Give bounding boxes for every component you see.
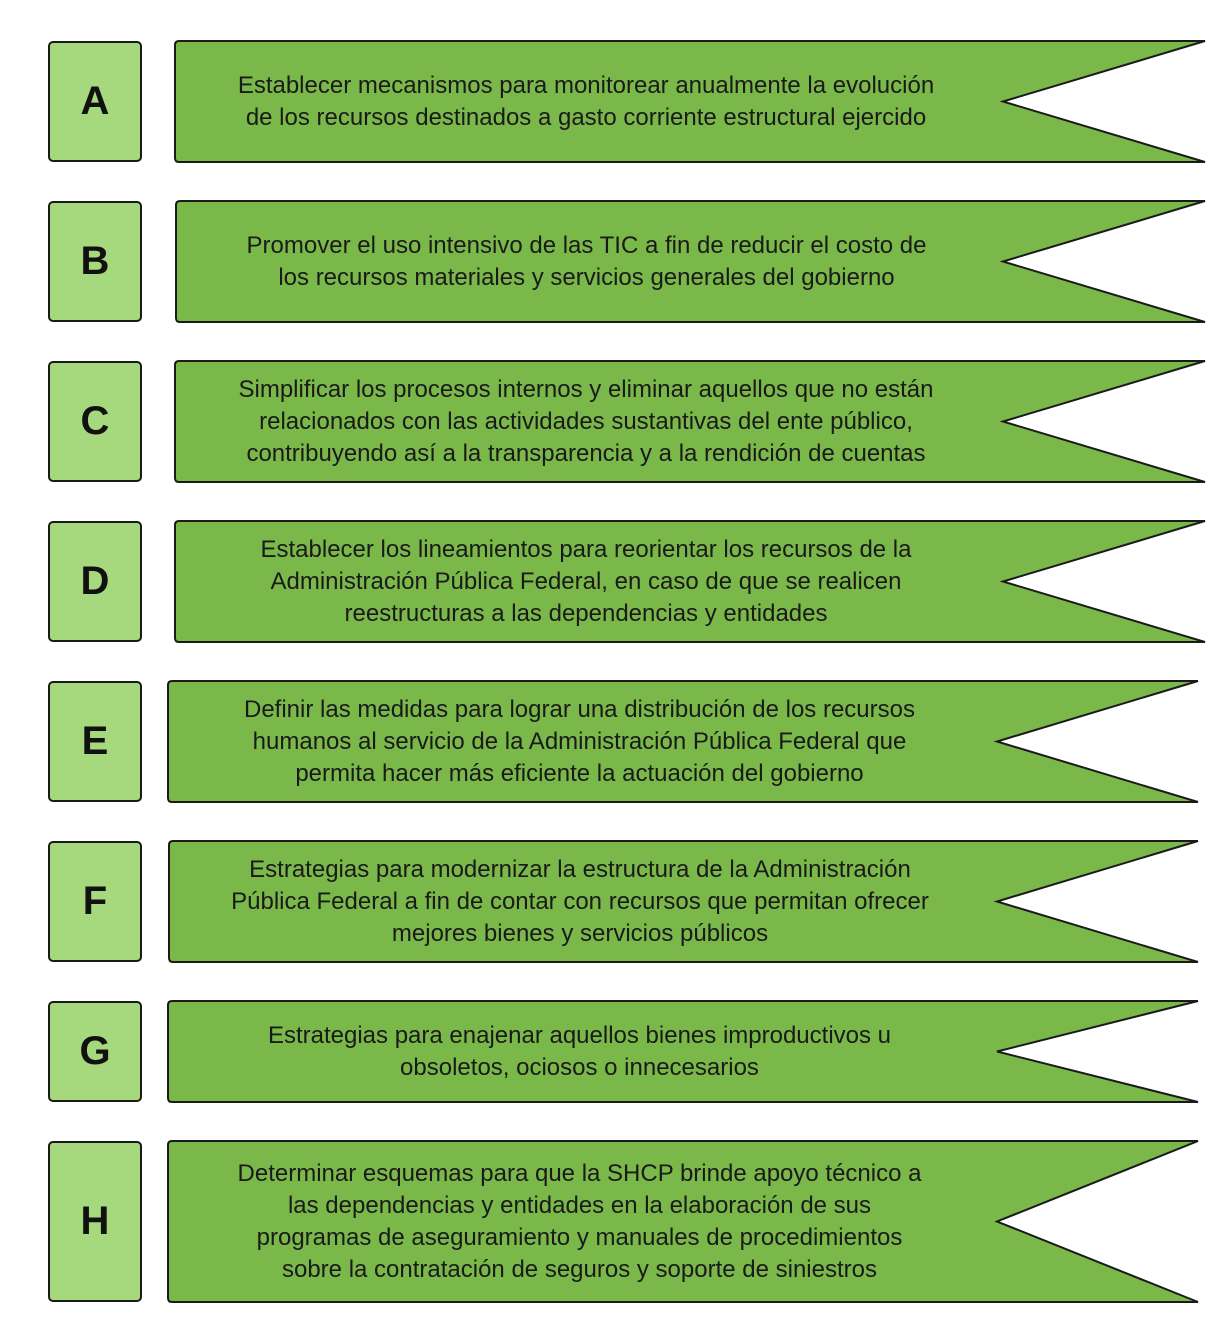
banner-text-line: Establecer mecanismos para monitorear anualmente la evolución (237, 71, 935, 99)
letter-box-d: D (48, 521, 142, 642)
banner-text-lines (238, 70, 934, 134)
banner-text-line: obsoletos, ociosos o innecesarios (400, 1053, 759, 1081)
letter-box-e: E (48, 681, 142, 802)
item-row-d (0, 521, 1224, 642)
banner-text-lines (261, 534, 912, 630)
banner-text-line: contribuyendo así a la transparencia y a la rendición de cuentas (246, 439, 926, 467)
banner-text-lines (244, 694, 915, 790)
banner-text-lines (268, 1020, 891, 1084)
banner-text-line: permita hacer más eficiente la actuación del gobierno (295, 759, 864, 787)
banner-text-line: Simplificar los procesos internos y eliminar aquellos que no están (238, 375, 934, 403)
banner-text-line: Estrategias para modernizar la estructura de la Administración (249, 855, 911, 883)
banner-text-line: reestructuras a las dependencias y entidades (344, 599, 828, 627)
letter-box-c: C (48, 361, 142, 482)
banner-text-b (176, 201, 997, 322)
banner-text-line: Administración Pública Federal, en caso de que se realicen (270, 567, 902, 595)
banner-text-lines (247, 230, 927, 294)
banner-text-line: Pública Federal a fin de contar con recursos que permitan ofrecer (231, 887, 929, 915)
letter-box-f: F (48, 841, 142, 962)
banner-text-e (168, 681, 991, 802)
banner-text-line: Estrategias para enajenar aquellos bienes improductivos u (267, 1021, 892, 1049)
banner-text-line: los recursos materiales y servicios generales del gobierno (278, 263, 895, 291)
banner-text-line: las dependencias y entidades en la elaboración de sus (287, 1191, 872, 1219)
banner-text-line: mejores bienes y servicios públicos (391, 919, 769, 947)
banner-text-f (169, 841, 991, 962)
banner-text-c (175, 361, 997, 482)
letter-box-a: A (48, 41, 142, 162)
banner-text-line: relacionados con las actividades sustantivas del ente público, (259, 407, 913, 435)
banner-text-a (175, 41, 997, 162)
item-row-b (0, 201, 1224, 322)
item-row-a (0, 41, 1224, 162)
item-row-g (0, 1001, 1224, 1102)
letter-box-h: H (48, 1141, 142, 1302)
banner-text-d (175, 521, 997, 642)
letter-box-g: G (48, 1001, 142, 1102)
banner-text-line: Establecer los lineamientos para reorientar los recursos de la (260, 535, 912, 563)
item-row-f (0, 841, 1224, 962)
banner-text-line: programas de aseguramiento y manuales de procedimientos (256, 1223, 903, 1251)
banner-text-h (168, 1141, 991, 1302)
banner-text-line: sobre la contratación de seguros y soporte de siniestros (281, 1255, 877, 1283)
banner-text-lines (231, 854, 929, 950)
banner-text-line: Determinar esquemas para que la SHCP brinde apoyo técnico a (237, 1159, 922, 1187)
letter-box-b: B (48, 201, 142, 322)
item-row-h (0, 1141, 1224, 1302)
banner-text-lines (238, 374, 933, 470)
item-row-c (0, 361, 1224, 482)
banner-text-g (168, 1001, 991, 1102)
banner-text-line: Definir las medidas para lograr una distribución de los recursos (244, 695, 915, 723)
banner-text-line: Promover el uso intensivo de las TIC a fin de reducir el costo de (246, 231, 927, 259)
item-row-e (0, 681, 1224, 802)
banner-text-line: humanos al servicio de la Administración Pública Federal que (252, 727, 907, 755)
banner-text-lines (238, 1158, 922, 1286)
banner-text-line: de los recursos destinados a gasto corriente estructural ejercido (245, 103, 927, 131)
